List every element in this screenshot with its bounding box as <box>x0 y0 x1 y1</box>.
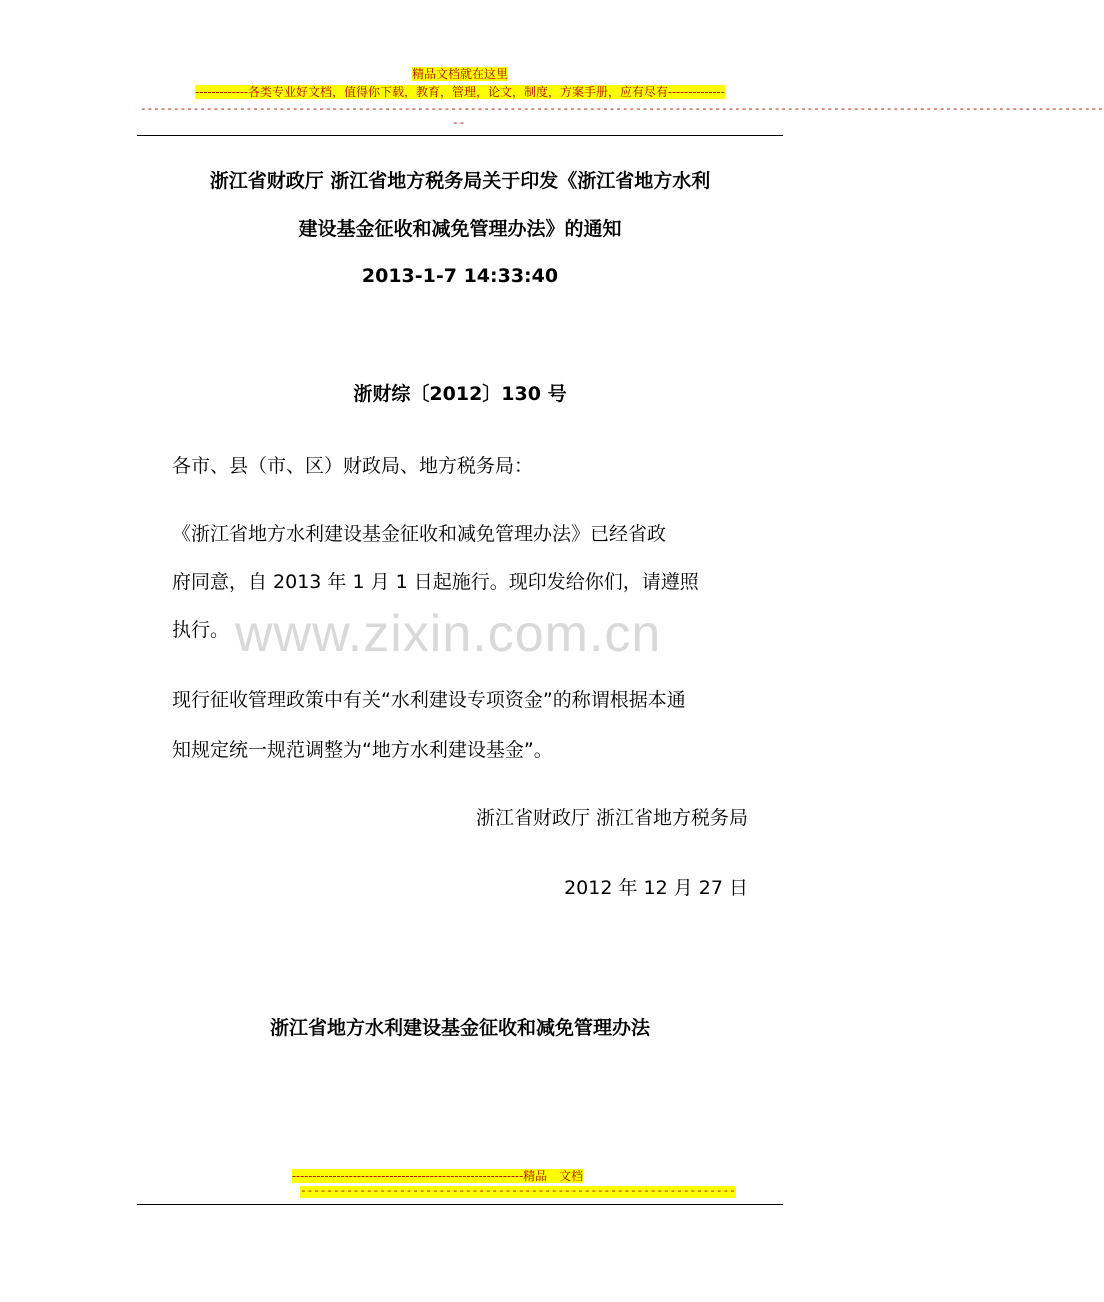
signatory: 浙江省财政厅 浙江省地方税务局 <box>475 807 748 829</box>
header-top-label-text: 精品文档就在这里 <box>411 67 508 81</box>
para2-line-2: 知规定统一规范调整为“地方水利建设基金”。 <box>172 739 553 761</box>
signature-date: 2012 年 12 月 27 日 <box>564 877 748 899</box>
section-title: 浙江省地方水利建设基金征收和减免管理办法 <box>269 1017 650 1039</box>
footer-line-2-text: ------------------------------------------------------------------ <box>300 1186 736 1198</box>
header-rule <box>137 135 783 136</box>
footer-line-2 <box>300 1186 736 1199</box>
addressee: 各市、县（市、区）财政局、地方税务局： <box>172 455 534 477</box>
header-top-label <box>0 66 920 82</box>
doc-title-line-2: 建设基金征收和减免管理办法》的通知 <box>298 218 622 240</box>
para1-line-3: 执行。 <box>172 619 230 641</box>
header-dash-line: -------------------------------------------------------------------------------------------------------------------------------------------------- <box>140 104 1104 116</box>
para1-line-1: 《浙江省地方水利建设基金征收和减免管理办法》已经省政 <box>172 523 667 545</box>
footer-rule <box>137 1204 783 1205</box>
doc-timestamp: 2013-1-7 14:33:40 <box>361 265 559 287</box>
header-dash-tail: -- <box>452 118 466 130</box>
footer-line-1-text: ---------------------------------------------------------精品 文档 <box>292 1169 584 1183</box>
watermark: www.zixin.com.cn <box>235 605 662 663</box>
footer-line-1 <box>292 1168 583 1185</box>
doc-title-line-1: 浙江省财政厅 浙江省地方税务局关于印发《浙江省地方水利 <box>209 170 711 192</box>
doc-number: 浙财综〔2012〕130 号 <box>353 383 567 405</box>
header-slogan <box>0 84 920 101</box>
para1-line-2: 府同意，自 2013 年 1 月 1 日起施行。现印发给你们，请遵照 <box>172 571 699 593</box>
para2-line-1: 现行征收管理政策中有关“水利建设专项资金”的称谓根据本通 <box>172 689 686 711</box>
header-slogan-text: -------------各类专业好文档，值得你下载，教育，管理，论文，制度，方案手册，应有尽有-------------- <box>195 85 725 99</box>
